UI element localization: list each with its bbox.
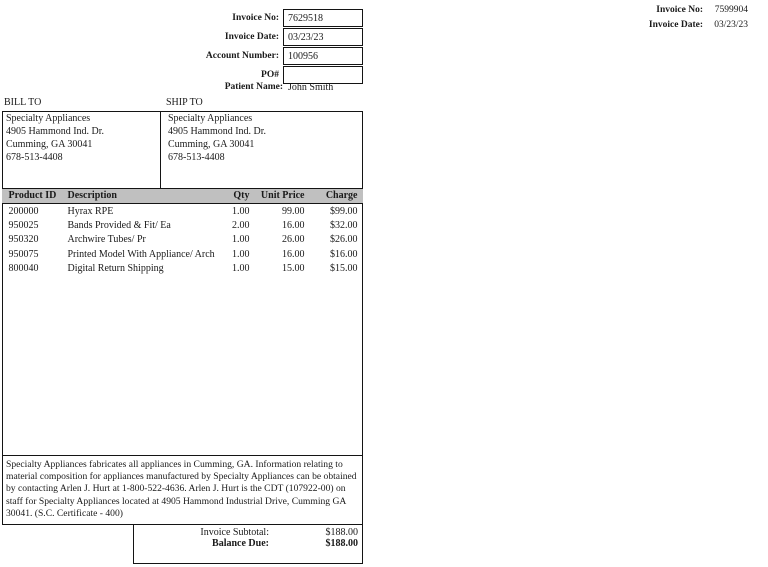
table-row [4, 247, 362, 261]
patient-name-label: Patient Name: [224, 82, 283, 92]
table-row [4, 218, 362, 232]
bill-to-address [6, 113, 104, 165]
cell-product-id: 950320 [8, 234, 39, 246]
cell-qty: 2.00 [232, 220, 250, 232]
corner-invoice-date-value: 03/23/23 [714, 19, 748, 30]
cell-charge: $26.00 [330, 234, 358, 246]
cell-charge: $15.00 [330, 263, 358, 275]
address-divider [160, 112, 162, 189]
cell-description: Digital Return Shipping [67, 263, 164, 275]
cell-qty: 1.00 [232, 205, 250, 217]
table-row [4, 262, 362, 276]
corner-invoice-date-row [600, 18, 748, 33]
col-header-description: Description [67, 190, 117, 202]
corner-invoice-no-row [600, 3, 748, 18]
corner-invoice-date-label: Invoice Date: [648, 19, 703, 30]
invoice-no-row [0, 9, 363, 27]
patient-name-value: John Smith [288, 82, 334, 93]
table-row [4, 204, 362, 218]
cell-charge: $16.00 [330, 248, 358, 260]
col-header-product-id: Product ID [8, 190, 57, 202]
invoice-no-field[interactable]: 7629518 [283, 9, 363, 27]
invoice-no-label: Invoice No: [232, 13, 279, 23]
cell-qty: 1.00 [232, 248, 250, 260]
invoice-date-row [0, 28, 363, 46]
cell-description: Printed Model With Appliance/ Arch [67, 248, 215, 260]
bill-to-heading: BILL TO [4, 97, 42, 108]
ship-addr-line: 4905 Hammond Ind. Dr. [168, 125, 267, 137]
col-header-unit-price: Unit Price [260, 190, 305, 202]
invoice-subtotal-label: Invoice Subtotal: [200, 526, 269, 538]
corner-invoice-no-value: 7599904 [714, 5, 748, 15]
patient-name-row [0, 81, 363, 94]
corner-invoice-no-label: Invoice No: [656, 5, 703, 15]
account-number-row [0, 47, 363, 65]
items-table-body [4, 204, 362, 276]
bill-addr-line: 4905 Hammond Ind. Dr. [6, 125, 105, 137]
col-header-charge: Charge [325, 190, 358, 202]
cell-qty: 1.00 [232, 263, 250, 275]
table-row [4, 233, 362, 247]
col-header-qty: Qty [233, 190, 250, 202]
cell-product-id: 950025 [8, 220, 39, 232]
invoice-meta-block [0, 9, 363, 85]
invoice-subtotal-row [134, 527, 362, 539]
ship-to-address [168, 113, 266, 165]
cell-charge: $32.00 [330, 220, 358, 232]
account-number-field[interactable]: 100956 [283, 47, 363, 65]
balance-due-row [134, 538, 362, 550]
items-table-header [2, 188, 363, 204]
cell-product-id: 800040 [8, 263, 39, 275]
po-number-label: PO# [261, 70, 279, 80]
cell-description: Bands Provided & Fit/ Ea [67, 220, 171, 232]
balance-due-value: $188.00 [325, 538, 358, 549]
bill-addr-line: Specialty Appliances [6, 113, 91, 124]
corner-meta-block [600, 3, 748, 32]
cell-unit-price: 16.00 [282, 248, 305, 260]
totals-box [133, 524, 363, 565]
cell-description: Archwire Tubes/ Pr [67, 234, 146, 246]
terms-paragraph: Specialty Appliances fabricates all appliances in Cumming, GA. Information relating to material composition for appliances manufactured by Specialty Appliances can be obtained by contacting Arlen J. Hurt at 1-800-522-4636. Arlen J. Hurt is the CDT (107922-00) on staff for Specialty Appliances located at 4905 Hammond Industrial Drive, Cumming GA 30041. (S.C. Certificate - 400) [2, 455, 363, 520]
ship-addr-line: Cumming, GA 30041 [168, 138, 255, 150]
cell-product-id: 200000 [8, 205, 39, 217]
cell-unit-price: 15.00 [282, 263, 305, 275]
bill-addr-line: Cumming, GA 30041 [6, 138, 93, 150]
account-number-label: Account Number: [205, 51, 279, 61]
cell-unit-price: 99.00 [282, 205, 305, 217]
balance-due-label: Balance Due: [212, 538, 269, 549]
ship-to-heading: SHIP TO [166, 97, 203, 108]
bill-addr-line: 678-513-4408 [6, 151, 63, 163]
cell-description: Hyrax RPE [67, 205, 114, 217]
cell-unit-price: 16.00 [282, 220, 305, 232]
ship-addr-line: 678-513-4408 [168, 151, 225, 163]
cell-unit-price: 26.00 [282, 234, 305, 246]
invoice-subtotal-value: $188.00 [325, 526, 358, 538]
cell-charge: $99.00 [330, 205, 358, 217]
cell-product-id: 950075 [8, 248, 39, 260]
cell-qty: 1.00 [232, 234, 250, 246]
ship-addr-line: Specialty Appliances [168, 113, 253, 124]
invoice-date-field[interactable]: 03/23/23 [283, 28, 363, 46]
invoice-date-label: Invoice Date: [224, 32, 279, 42]
